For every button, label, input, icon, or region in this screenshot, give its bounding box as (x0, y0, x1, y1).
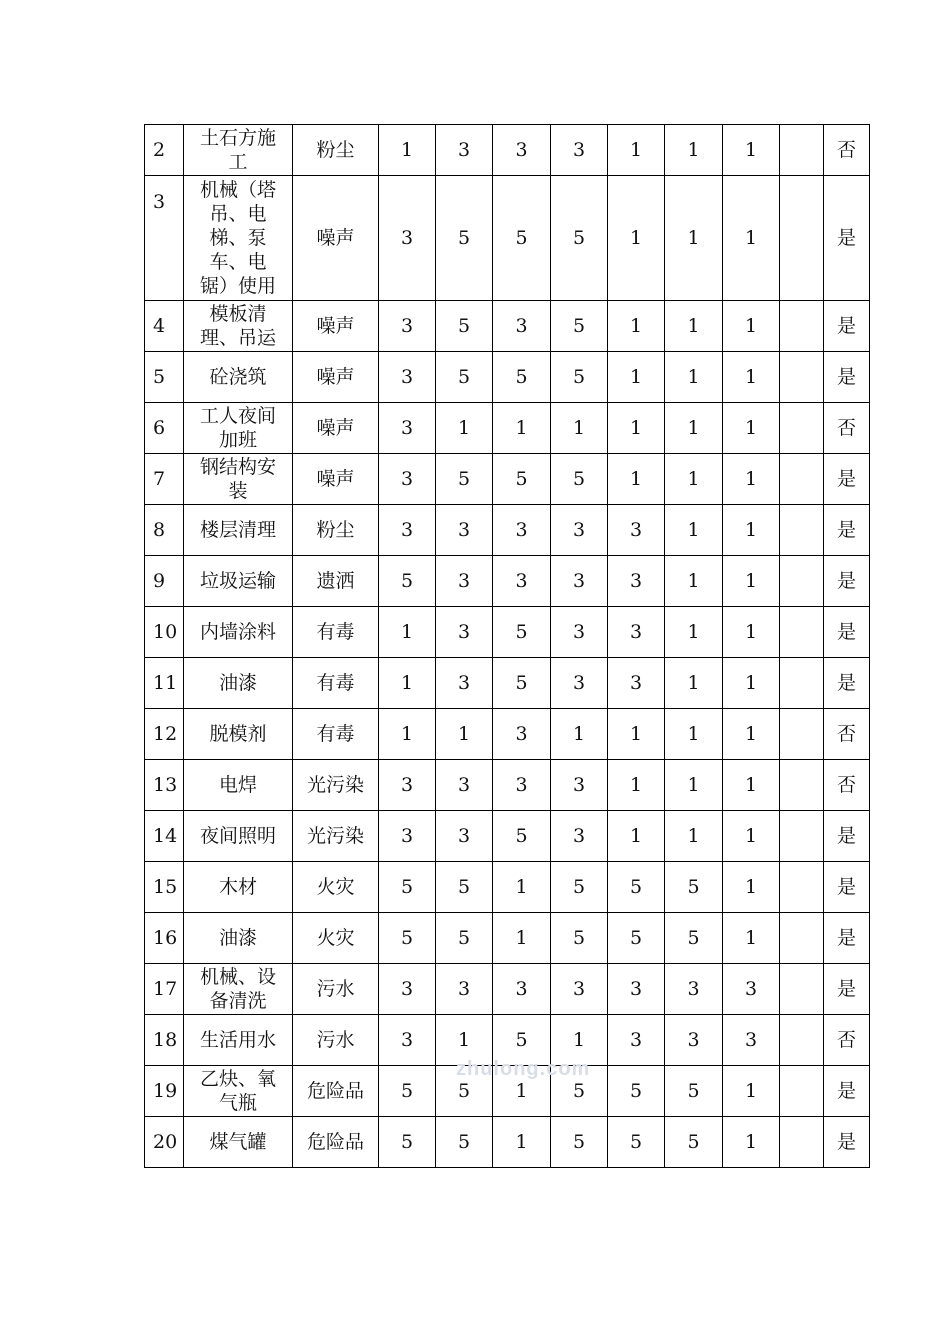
score-cell: 1 (665, 658, 723, 709)
score-cell: 3 (551, 607, 608, 658)
score-cell: 1 (436, 709, 493, 760)
score-cell: 5 (493, 454, 551, 505)
activity-cell (184, 403, 293, 454)
score-cell: 1 (665, 811, 723, 862)
environmental-factor-cell: 光污染 (293, 760, 379, 811)
score-cell: 1 (723, 505, 780, 556)
significance-cell: 否 (824, 125, 870, 176)
activity-text: 机械（塔吊、电梯、泵车、电锯）使用 (199, 179, 276, 297)
activity-text: 煤气罐 (209, 1131, 267, 1153)
activity-cell (184, 505, 293, 556)
score-cell: 5 (493, 811, 551, 862)
table-row (145, 176, 870, 301)
score-cell: 5 (665, 1066, 723, 1117)
score-cell: 3 (551, 556, 608, 607)
score-cell: 1 (665, 403, 723, 454)
environmental-factor-cell: 噪声 (293, 301, 379, 352)
environmental-factor-cell: 粉尘 (293, 505, 379, 556)
score-cell: 5 (436, 913, 493, 964)
activity-text: 钢结构安装 (199, 456, 276, 502)
score-cell (780, 964, 824, 1015)
score-cell: 3 (551, 125, 608, 176)
activity-cell (184, 556, 293, 607)
score-cell: 5 (665, 913, 723, 964)
environmental-factor-cell: 污水 (293, 1015, 379, 1066)
score-cell: 5 (436, 352, 493, 403)
score-cell: 5 (493, 658, 551, 709)
score-cell: 1 (723, 1117, 780, 1168)
significance-cell: 是 (824, 352, 870, 403)
score-cell (780, 1015, 824, 1066)
score-cell: 5 (493, 176, 551, 301)
environmental-factor-cell: 粉尘 (293, 125, 379, 176)
activity-cell (184, 352, 293, 403)
score-cell (780, 125, 824, 176)
score-cell: 1 (493, 1117, 551, 1168)
score-cell: 1 (665, 125, 723, 176)
table-row (145, 913, 870, 964)
row-number-cell: 13 (145, 760, 184, 811)
significance-cell: 否 (824, 709, 870, 760)
table-row (145, 760, 870, 811)
significance-cell: 是 (824, 1066, 870, 1117)
environmental-factor-cell: 有毒 (293, 709, 379, 760)
score-cell (780, 556, 824, 607)
row-number-cell: 19 (145, 1066, 184, 1117)
row-number-cell: 20 (145, 1117, 184, 1168)
score-cell: 1 (723, 607, 780, 658)
row-number-cell: 7 (145, 454, 184, 505)
score-cell (780, 403, 824, 454)
score-cell: 5 (379, 1066, 436, 1117)
score-cell: 3 (493, 964, 551, 1015)
score-cell (780, 607, 824, 658)
score-cell: 1 (608, 811, 665, 862)
score-cell: 5 (551, 176, 608, 301)
activity-cell (184, 301, 293, 352)
activity-text: 机械、设备清洗 (199, 966, 276, 1012)
score-cell: 5 (551, 1066, 608, 1117)
score-cell (780, 862, 824, 913)
score-cell: 1 (665, 352, 723, 403)
score-cell: 1 (493, 1066, 551, 1117)
score-cell: 3 (608, 658, 665, 709)
score-cell: 1 (608, 176, 665, 301)
activity-text: 脱模剂 (209, 723, 267, 745)
significance-cell: 是 (824, 176, 870, 301)
environmental-factor-cell: 噪声 (293, 454, 379, 505)
score-cell: 1 (436, 403, 493, 454)
score-cell: 1 (379, 709, 436, 760)
score-cell: 5 (493, 607, 551, 658)
score-cell: 3 (436, 125, 493, 176)
score-cell: 3 (379, 176, 436, 301)
activity-text: 生活用水 (199, 1029, 276, 1051)
significance-cell: 是 (824, 301, 870, 352)
score-cell: 1 (551, 1015, 608, 1066)
row-number-cell: 6 (145, 403, 184, 454)
table-row (145, 709, 870, 760)
score-cell: 3 (436, 760, 493, 811)
significance-cell: 是 (824, 607, 870, 658)
score-cell: 1 (723, 862, 780, 913)
significance-cell: 是 (824, 658, 870, 709)
score-cell: 1 (723, 811, 780, 862)
table-row (145, 556, 870, 607)
score-cell (780, 1066, 824, 1117)
row-number-cell: 18 (145, 1015, 184, 1066)
activity-text: 模板清理、吊运 (199, 303, 276, 349)
score-cell: 1 (379, 125, 436, 176)
environmental-factor-cell: 噪声 (293, 403, 379, 454)
significance-cell: 是 (824, 964, 870, 1015)
score-cell: 1 (379, 607, 436, 658)
score-cell: 1 (665, 556, 723, 607)
score-cell: 5 (665, 862, 723, 913)
significance-cell: 否 (824, 1015, 870, 1066)
score-cell: 3 (436, 658, 493, 709)
environmental-factor-cell: 火灾 (293, 913, 379, 964)
activity-text: 土石方施工 (199, 127, 276, 173)
score-cell: 1 (723, 176, 780, 301)
score-cell: 1 (436, 1015, 493, 1066)
row-number-cell: 14 (145, 811, 184, 862)
watermark-text: zhulong.com (456, 1058, 591, 1080)
score-cell: 1 (723, 709, 780, 760)
activity-cell (184, 913, 293, 964)
score-cell: 5 (436, 1117, 493, 1168)
score-cell: 1 (551, 709, 608, 760)
score-cell: 5 (551, 913, 608, 964)
score-cell: 3 (551, 505, 608, 556)
table-row (145, 811, 870, 862)
activity-text: 夜间照明 (199, 825, 276, 847)
activity-cell (184, 862, 293, 913)
score-cell: 1 (665, 505, 723, 556)
score-cell: 3 (551, 811, 608, 862)
score-cell: 1 (723, 556, 780, 607)
score-cell: 5 (436, 454, 493, 505)
score-cell: 3 (551, 760, 608, 811)
significance-cell: 否 (824, 760, 870, 811)
table-row (145, 862, 870, 913)
score-cell: 5 (551, 352, 608, 403)
row-number-cell: 15 (145, 862, 184, 913)
score-cell: 5 (379, 862, 436, 913)
score-cell: 5 (493, 352, 551, 403)
score-cell: 3 (436, 556, 493, 607)
score-cell: 3 (493, 301, 551, 352)
score-cell: 3 (379, 403, 436, 454)
score-cell: 3 (436, 505, 493, 556)
row-number-cell: 17 (145, 964, 184, 1015)
activity-cell (184, 964, 293, 1015)
activity-cell (184, 658, 293, 709)
activity-text: 楼层清理 (199, 519, 276, 541)
score-cell: 5 (608, 913, 665, 964)
significance-cell: 是 (824, 913, 870, 964)
row-number-cell: 9 (145, 556, 184, 607)
significance-cell: 是 (824, 1117, 870, 1168)
score-cell: 3 (493, 709, 551, 760)
score-cell: 1 (723, 454, 780, 505)
score-cell: 1 (665, 709, 723, 760)
score-cell: 3 (436, 964, 493, 1015)
row-number-cell: 16 (145, 913, 184, 964)
activity-text: 工人夜间加班 (199, 405, 276, 451)
score-cell (780, 811, 824, 862)
table-row (145, 301, 870, 352)
score-cell (780, 1117, 824, 1168)
score-cell: 1 (723, 1066, 780, 1117)
score-cell: 3 (493, 760, 551, 811)
score-cell: 1 (608, 403, 665, 454)
score-cell: 3 (493, 125, 551, 176)
score-cell: 3 (551, 658, 608, 709)
row-number-cell: 3 (145, 176, 184, 301)
activity-cell (184, 811, 293, 862)
score-cell: 5 (551, 301, 608, 352)
score-cell: 1 (665, 607, 723, 658)
row-number-cell: 11 (145, 658, 184, 709)
score-cell: 3 (493, 505, 551, 556)
environmental-factor-cell: 有毒 (293, 658, 379, 709)
score-cell (780, 505, 824, 556)
score-cell: 1 (608, 454, 665, 505)
table-row (145, 403, 870, 454)
score-cell: 3 (379, 301, 436, 352)
score-cell: 1 (723, 301, 780, 352)
score-cell (780, 454, 824, 505)
score-cell: 5 (379, 556, 436, 607)
score-cell: 3 (665, 1015, 723, 1066)
table-row (145, 1117, 870, 1168)
activity-text: 油漆 (218, 672, 257, 694)
score-cell (780, 760, 824, 811)
score-cell: 3 (608, 964, 665, 1015)
row-number-cell: 2 (145, 125, 184, 176)
environmental-factor-cell: 噪声 (293, 352, 379, 403)
score-cell: 1 (723, 658, 780, 709)
activity-text: 电焊 (218, 774, 257, 796)
score-cell: 3 (379, 760, 436, 811)
activity-text: 垃圾运输 (199, 570, 276, 592)
score-cell (780, 176, 824, 301)
environmental-factor-cell: 火灾 (293, 862, 379, 913)
score-cell: 1 (665, 454, 723, 505)
score-cell: 5 (551, 454, 608, 505)
score-cell: 3 (608, 607, 665, 658)
score-cell: 5 (551, 1117, 608, 1168)
activity-cell (184, 1066, 293, 1117)
score-cell: 3 (723, 964, 780, 1015)
activity-text: 木材 (218, 876, 257, 898)
score-cell: 1 (665, 176, 723, 301)
score-cell (780, 352, 824, 403)
row-number-cell: 8 (145, 505, 184, 556)
score-cell: 1 (493, 403, 551, 454)
activity-cell (184, 176, 293, 301)
row-number-cell: 10 (145, 607, 184, 658)
score-cell: 5 (608, 1066, 665, 1117)
score-cell: 3 (379, 1015, 436, 1066)
activity-text: 砼浇筑 (209, 366, 267, 388)
table-row (145, 964, 870, 1015)
score-cell: 3 (379, 964, 436, 1015)
score-cell (780, 913, 824, 964)
environmental-factor-table (144, 124, 870, 1168)
score-cell: 1 (723, 913, 780, 964)
score-cell: 1 (665, 760, 723, 811)
row-number-cell: 4 (145, 301, 184, 352)
row-number-cell: 5 (145, 352, 184, 403)
activity-cell (184, 454, 293, 505)
score-cell: 3 (379, 811, 436, 862)
score-cell: 5 (436, 862, 493, 913)
score-cell: 3 (608, 1015, 665, 1066)
score-cell: 5 (551, 862, 608, 913)
significance-cell: 否 (824, 403, 870, 454)
activity-text: 乙炔、氧气瓶 (199, 1068, 276, 1114)
score-cell: 3 (723, 1015, 780, 1066)
score-cell: 1 (723, 403, 780, 454)
activity-cell (184, 760, 293, 811)
environmental-factor-cell: 光污染 (293, 811, 379, 862)
score-cell: 5 (665, 1117, 723, 1168)
score-cell: 1 (379, 658, 436, 709)
score-cell (780, 709, 824, 760)
score-cell: 5 (379, 1117, 436, 1168)
score-cell: 1 (551, 403, 608, 454)
significance-cell: 是 (824, 505, 870, 556)
activity-cell (184, 125, 293, 176)
environmental-factor-cell: 危险品 (293, 1117, 379, 1168)
table-row (145, 607, 870, 658)
table-row (145, 454, 870, 505)
score-cell: 5 (608, 1117, 665, 1168)
score-cell: 3 (436, 607, 493, 658)
environmental-factor-cell: 遗洒 (293, 556, 379, 607)
environmental-factor-cell: 噪声 (293, 176, 379, 301)
score-cell: 3 (608, 556, 665, 607)
significance-cell: 是 (824, 556, 870, 607)
row-number-cell: 12 (145, 709, 184, 760)
score-cell: 1 (608, 760, 665, 811)
score-cell: 3 (493, 556, 551, 607)
table-row (145, 352, 870, 403)
score-cell (780, 301, 824, 352)
score-cell: 5 (608, 862, 665, 913)
activity-cell (184, 1015, 293, 1066)
score-cell: 1 (723, 760, 780, 811)
activity-text: 油漆 (218, 927, 257, 949)
environmental-factor-cell: 污水 (293, 964, 379, 1015)
score-cell: 3 (379, 505, 436, 556)
environmental-factor-cell: 危险品 (293, 1066, 379, 1117)
environmental-factor-cell: 有毒 (293, 607, 379, 658)
score-cell: 1 (493, 862, 551, 913)
score-cell: 5 (436, 301, 493, 352)
score-cell: 1 (493, 913, 551, 964)
score-cell: 3 (665, 964, 723, 1015)
score-cell: 1 (665, 301, 723, 352)
score-cell: 5 (436, 1066, 493, 1117)
table-row (145, 125, 870, 176)
score-cell: 5 (436, 176, 493, 301)
score-cell: 1 (723, 352, 780, 403)
table-row (145, 658, 870, 709)
score-cell: 1 (608, 301, 665, 352)
score-cell: 1 (608, 709, 665, 760)
score-cell: 5 (379, 913, 436, 964)
significance-cell: 是 (824, 454, 870, 505)
activity-cell (184, 1117, 293, 1168)
score-cell: 3 (551, 964, 608, 1015)
score-cell: 1 (608, 352, 665, 403)
score-cell: 1 (723, 125, 780, 176)
score-cell: 1 (608, 125, 665, 176)
table-row (145, 505, 870, 556)
significance-cell: 是 (824, 811, 870, 862)
score-cell (780, 658, 824, 709)
score-cell: 5 (493, 1015, 551, 1066)
activity-text: 内墙涂料 (199, 621, 276, 643)
score-cell: 3 (608, 505, 665, 556)
significance-cell: 是 (824, 862, 870, 913)
score-cell: 3 (379, 352, 436, 403)
activity-cell (184, 709, 293, 760)
score-cell: 3 (436, 811, 493, 862)
score-cell: 3 (379, 454, 436, 505)
activity-cell (184, 607, 293, 658)
